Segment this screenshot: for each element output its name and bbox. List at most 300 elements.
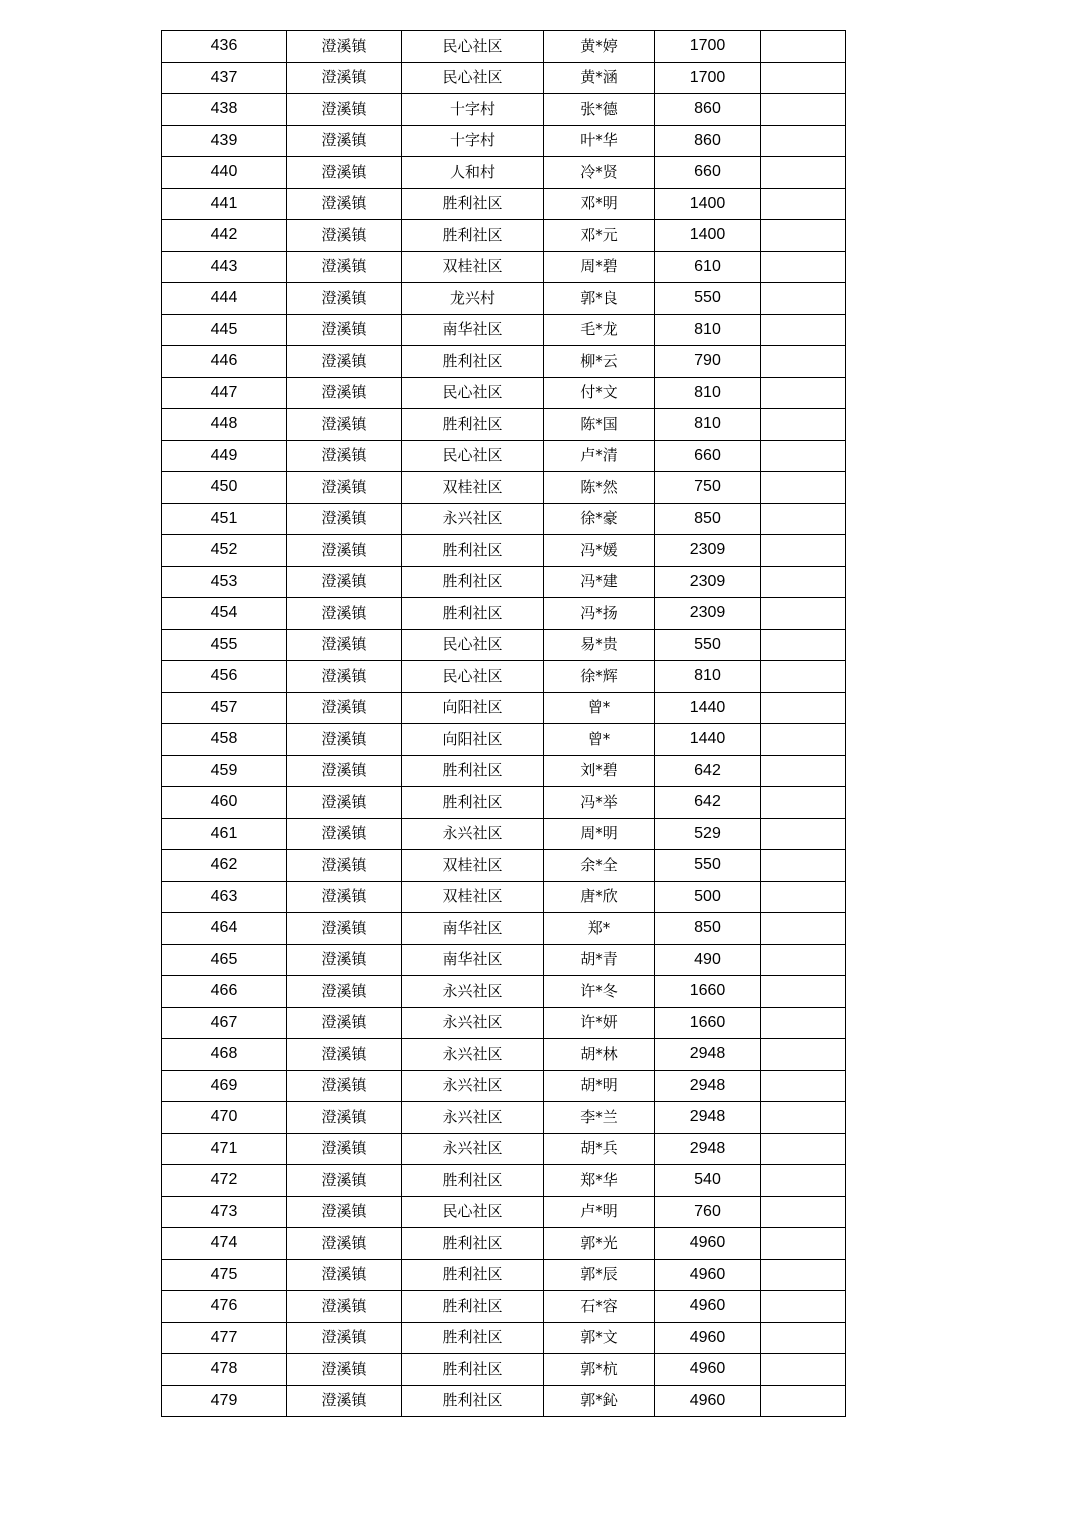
- row-number-cell: 460: [162, 787, 287, 819]
- town-cell: 澄溪镇: [287, 283, 402, 315]
- person-name-cell: 石*容: [544, 1291, 655, 1323]
- row-number-cell: 446: [162, 346, 287, 378]
- note-cell: [761, 1322, 846, 1354]
- table-row: [162, 283, 846, 315]
- amount-cell: 790: [655, 346, 761, 378]
- table-row: [162, 598, 846, 630]
- note-cell: [761, 1259, 846, 1291]
- town-cell: 澄溪镇: [287, 440, 402, 472]
- town-cell: 澄溪镇: [287, 535, 402, 567]
- person-name-cell: 邓*元: [544, 220, 655, 252]
- person-name-cell: 刘*碧: [544, 755, 655, 787]
- note-cell: [761, 787, 846, 819]
- town-cell: 澄溪镇: [287, 1385, 402, 1417]
- table-row: [162, 251, 846, 283]
- community-cell: 永兴社区: [402, 503, 544, 535]
- table-row: [162, 188, 846, 220]
- note-cell: [761, 850, 846, 882]
- row-number-cell: 439: [162, 125, 287, 157]
- person-name-cell: 冯*扬: [544, 598, 655, 630]
- community-cell: 南华社区: [402, 913, 544, 945]
- community-cell: 胜利社区: [402, 755, 544, 787]
- amount-cell: 610: [655, 251, 761, 283]
- person-name-cell: 付*文: [544, 377, 655, 409]
- town-cell: 澄溪镇: [287, 62, 402, 94]
- amount-cell: 2948: [655, 1102, 761, 1134]
- town-cell: 澄溪镇: [287, 598, 402, 630]
- table-row: [162, 881, 846, 913]
- town-cell: 澄溪镇: [287, 1165, 402, 1197]
- amount-cell: 2309: [655, 566, 761, 598]
- community-cell: 胜利社区: [402, 346, 544, 378]
- person-name-cell: 冯*建: [544, 566, 655, 598]
- table-row: [162, 1007, 846, 1039]
- person-name-cell: 易*贵: [544, 629, 655, 661]
- town-cell: 澄溪镇: [287, 1196, 402, 1228]
- table-row: [162, 1354, 846, 1386]
- town-cell: 澄溪镇: [287, 913, 402, 945]
- table-row: [162, 472, 846, 504]
- note-cell: [761, 31, 846, 63]
- person-name-cell: 周*碧: [544, 251, 655, 283]
- community-cell: 胜利社区: [402, 409, 544, 441]
- note-cell: [761, 472, 846, 504]
- amount-cell: 2948: [655, 1039, 761, 1071]
- town-cell: 澄溪镇: [287, 755, 402, 787]
- community-cell: 胜利社区: [402, 1165, 544, 1197]
- note-cell: [761, 503, 846, 535]
- town-cell: 澄溪镇: [287, 346, 402, 378]
- community-cell: 永兴社区: [402, 1039, 544, 1071]
- row-number-cell: 451: [162, 503, 287, 535]
- table-row: [162, 125, 846, 157]
- person-name-cell: 黄*婷: [544, 31, 655, 63]
- person-name-cell: 郭*杭: [544, 1354, 655, 1386]
- community-cell: 胜利社区: [402, 535, 544, 567]
- person-name-cell: 曾*: [544, 724, 655, 756]
- amount-cell: 1700: [655, 62, 761, 94]
- table-row: [162, 1070, 846, 1102]
- amount-cell: 1440: [655, 724, 761, 756]
- amount-cell: 810: [655, 377, 761, 409]
- row-number-cell: 438: [162, 94, 287, 126]
- row-number-cell: 467: [162, 1007, 287, 1039]
- person-name-cell: 郭*辰: [544, 1259, 655, 1291]
- row-number-cell: 472: [162, 1165, 287, 1197]
- community-cell: 民心社区: [402, 31, 544, 63]
- community-cell: 南华社区: [402, 944, 544, 976]
- person-name-cell: 郑*: [544, 913, 655, 945]
- amount-cell: 500: [655, 881, 761, 913]
- community-cell: 永兴社区: [402, 1070, 544, 1102]
- row-number-cell: 454: [162, 598, 287, 630]
- person-name-cell: 冷*贤: [544, 157, 655, 189]
- note-cell: [761, 818, 846, 850]
- note-cell: [761, 125, 846, 157]
- row-number-cell: 470: [162, 1102, 287, 1134]
- community-cell: 永兴社区: [402, 818, 544, 850]
- person-name-cell: 胡*青: [544, 944, 655, 976]
- person-name-cell: 许*妍: [544, 1007, 655, 1039]
- table-row: [162, 314, 846, 346]
- note-cell: [761, 881, 846, 913]
- table-row: [162, 377, 846, 409]
- town-cell: 澄溪镇: [287, 409, 402, 441]
- town-cell: 澄溪镇: [287, 944, 402, 976]
- table-row: [162, 409, 846, 441]
- row-number-cell: 476: [162, 1291, 287, 1323]
- note-cell: [761, 1039, 846, 1071]
- town-cell: 澄溪镇: [287, 787, 402, 819]
- community-cell: 民心社区: [402, 1196, 544, 1228]
- town-cell: 澄溪镇: [287, 724, 402, 756]
- amount-cell: 4960: [655, 1385, 761, 1417]
- person-name-cell: 胡*林: [544, 1039, 655, 1071]
- table-row: [162, 724, 846, 756]
- note-cell: [761, 535, 846, 567]
- row-number-cell: 453: [162, 566, 287, 598]
- table-row: [162, 1228, 846, 1260]
- town-cell: 澄溪镇: [287, 1291, 402, 1323]
- town-cell: 澄溪镇: [287, 1070, 402, 1102]
- note-cell: [761, 692, 846, 724]
- community-cell: 胜利社区: [402, 220, 544, 252]
- table-row: [162, 346, 846, 378]
- table-row: [162, 566, 846, 598]
- community-cell: 南华社区: [402, 314, 544, 346]
- amount-cell: 1440: [655, 692, 761, 724]
- table-row: [162, 440, 846, 472]
- community-cell: 民心社区: [402, 629, 544, 661]
- table-row: [162, 787, 846, 819]
- row-number-cell: 444: [162, 283, 287, 315]
- town-cell: 澄溪镇: [287, 157, 402, 189]
- row-number-cell: 448: [162, 409, 287, 441]
- row-number-cell: 468: [162, 1039, 287, 1071]
- row-number-cell: 478: [162, 1354, 287, 1386]
- row-number-cell: 458: [162, 724, 287, 756]
- note-cell: [761, 314, 846, 346]
- town-cell: 澄溪镇: [287, 692, 402, 724]
- town-cell: 澄溪镇: [287, 1039, 402, 1071]
- note-cell: [761, 944, 846, 976]
- note-cell: [761, 157, 846, 189]
- row-number-cell: 475: [162, 1259, 287, 1291]
- row-number-cell: 457: [162, 692, 287, 724]
- town-cell: 澄溪镇: [287, 629, 402, 661]
- records-table: [161, 30, 846, 1417]
- person-name-cell: 胡*兵: [544, 1133, 655, 1165]
- town-cell: 澄溪镇: [287, 94, 402, 126]
- note-cell: [761, 346, 846, 378]
- town-cell: 澄溪镇: [287, 1228, 402, 1260]
- community-cell: 胜利社区: [402, 188, 544, 220]
- note-cell: [761, 62, 846, 94]
- table-row: [162, 818, 846, 850]
- person-name-cell: 郑*华: [544, 1165, 655, 1197]
- community-cell: 胜利社区: [402, 598, 544, 630]
- note-cell: [761, 94, 846, 126]
- amount-cell: 4960: [655, 1291, 761, 1323]
- person-name-cell: 李*兰: [544, 1102, 655, 1134]
- town-cell: 澄溪镇: [287, 251, 402, 283]
- row-number-cell: 469: [162, 1070, 287, 1102]
- town-cell: 澄溪镇: [287, 1354, 402, 1386]
- person-name-cell: 冯*举: [544, 787, 655, 819]
- row-number-cell: 437: [162, 62, 287, 94]
- table-row: [162, 913, 846, 945]
- row-number-cell: 436: [162, 31, 287, 63]
- person-name-cell: 毛*龙: [544, 314, 655, 346]
- town-cell: 澄溪镇: [287, 1259, 402, 1291]
- amount-cell: 860: [655, 94, 761, 126]
- town-cell: 澄溪镇: [287, 503, 402, 535]
- table-row: [162, 503, 846, 535]
- community-cell: 永兴社区: [402, 976, 544, 1008]
- amount-cell: 810: [655, 409, 761, 441]
- amount-cell: 642: [655, 787, 761, 819]
- row-number-cell: 455: [162, 629, 287, 661]
- community-cell: 民心社区: [402, 661, 544, 693]
- person-name-cell: 邓*明: [544, 188, 655, 220]
- note-cell: [761, 976, 846, 1008]
- row-number-cell: 442: [162, 220, 287, 252]
- town-cell: 澄溪镇: [287, 1133, 402, 1165]
- town-cell: 澄溪镇: [287, 188, 402, 220]
- table-row: [162, 31, 846, 63]
- table-row: [162, 1102, 846, 1134]
- community-cell: 胜利社区: [402, 1228, 544, 1260]
- community-cell: 双桂社区: [402, 881, 544, 913]
- row-number-cell: 447: [162, 377, 287, 409]
- note-cell: [761, 1291, 846, 1323]
- note-cell: [761, 377, 846, 409]
- community-cell: 民心社区: [402, 440, 544, 472]
- amount-cell: 550: [655, 629, 761, 661]
- note-cell: [761, 188, 846, 220]
- amount-cell: 1400: [655, 220, 761, 252]
- person-name-cell: 徐*豪: [544, 503, 655, 535]
- person-name-cell: 许*冬: [544, 976, 655, 1008]
- community-cell: 双桂社区: [402, 251, 544, 283]
- community-cell: 胜利社区: [402, 1259, 544, 1291]
- amount-cell: 810: [655, 661, 761, 693]
- person-name-cell: 柳*云: [544, 346, 655, 378]
- table-row: [162, 1165, 846, 1197]
- person-name-cell: 叶*华: [544, 125, 655, 157]
- note-cell: [761, 566, 846, 598]
- table-row: [162, 1039, 846, 1071]
- row-number-cell: 459: [162, 755, 287, 787]
- community-cell: 胜利社区: [402, 787, 544, 819]
- town-cell: 澄溪镇: [287, 1007, 402, 1039]
- community-cell: 向阳社区: [402, 692, 544, 724]
- community-cell: 十字村: [402, 125, 544, 157]
- row-number-cell: 450: [162, 472, 287, 504]
- note-cell: [761, 409, 846, 441]
- community-cell: 胜利社区: [402, 1385, 544, 1417]
- amount-cell: 760: [655, 1196, 761, 1228]
- row-number-cell: 466: [162, 976, 287, 1008]
- amount-cell: 850: [655, 913, 761, 945]
- note-cell: [761, 1228, 846, 1260]
- town-cell: 澄溪镇: [287, 1322, 402, 1354]
- amount-cell: 2948: [655, 1133, 761, 1165]
- note-cell: [761, 629, 846, 661]
- row-number-cell: 441: [162, 188, 287, 220]
- community-cell: 胜利社区: [402, 566, 544, 598]
- town-cell: 澄溪镇: [287, 125, 402, 157]
- community-cell: 胜利社区: [402, 1354, 544, 1386]
- amount-cell: 2309: [655, 598, 761, 630]
- amount-cell: 2309: [655, 535, 761, 567]
- amount-cell: 860: [655, 125, 761, 157]
- row-number-cell: 443: [162, 251, 287, 283]
- note-cell: [761, 440, 846, 472]
- town-cell: 澄溪镇: [287, 472, 402, 504]
- row-number-cell: 464: [162, 913, 287, 945]
- records-table-body: [162, 31, 846, 1417]
- town-cell: 澄溪镇: [287, 976, 402, 1008]
- note-cell: [761, 220, 846, 252]
- table-row: [162, 1259, 846, 1291]
- person-name-cell: 徐*辉: [544, 661, 655, 693]
- note-cell: [761, 913, 846, 945]
- town-cell: 澄溪镇: [287, 1102, 402, 1134]
- amount-cell: 550: [655, 283, 761, 315]
- note-cell: [761, 661, 846, 693]
- note-cell: [761, 283, 846, 315]
- table-row: [162, 94, 846, 126]
- person-name-cell: 周*明: [544, 818, 655, 850]
- amount-cell: 810: [655, 314, 761, 346]
- table-row: [162, 1385, 846, 1417]
- table-row: [162, 661, 846, 693]
- person-name-cell: 陈*然: [544, 472, 655, 504]
- table-row: [162, 220, 846, 252]
- amount-cell: 850: [655, 503, 761, 535]
- row-number-cell: 445: [162, 314, 287, 346]
- row-number-cell: 462: [162, 850, 287, 882]
- town-cell: 澄溪镇: [287, 850, 402, 882]
- community-cell: 双桂社区: [402, 850, 544, 882]
- amount-cell: 540: [655, 1165, 761, 1197]
- row-number-cell: 461: [162, 818, 287, 850]
- amount-cell: 660: [655, 440, 761, 472]
- amount-cell: 550: [655, 850, 761, 882]
- row-number-cell: 473: [162, 1196, 287, 1228]
- person-name-cell: 郭*光: [544, 1228, 655, 1260]
- community-cell: 永兴社区: [402, 1133, 544, 1165]
- row-number-cell: 440: [162, 157, 287, 189]
- amount-cell: 4960: [655, 1228, 761, 1260]
- row-number-cell: 471: [162, 1133, 287, 1165]
- table-row: [162, 944, 846, 976]
- note-cell: [761, 251, 846, 283]
- table-row: [162, 1291, 846, 1323]
- community-cell: 永兴社区: [402, 1007, 544, 1039]
- person-name-cell: 胡*明: [544, 1070, 655, 1102]
- row-number-cell: 456: [162, 661, 287, 693]
- person-name-cell: 郭*良: [544, 283, 655, 315]
- person-name-cell: 黄*涵: [544, 62, 655, 94]
- community-cell: 胜利社区: [402, 1291, 544, 1323]
- table-row: [162, 976, 846, 1008]
- amount-cell: 1660: [655, 976, 761, 1008]
- town-cell: 澄溪镇: [287, 220, 402, 252]
- table-row: [162, 1133, 846, 1165]
- table-row: [162, 1196, 846, 1228]
- town-cell: 澄溪镇: [287, 314, 402, 346]
- person-name-cell: 曾*: [544, 692, 655, 724]
- table-row: [162, 629, 846, 661]
- town-cell: 澄溪镇: [287, 661, 402, 693]
- note-cell: [761, 755, 846, 787]
- community-cell: 双桂社区: [402, 472, 544, 504]
- community-cell: 十字村: [402, 94, 544, 126]
- community-cell: 向阳社区: [402, 724, 544, 756]
- town-cell: 澄溪镇: [287, 566, 402, 598]
- amount-cell: 2948: [655, 1070, 761, 1102]
- table-row: [162, 535, 846, 567]
- amount-cell: 4960: [655, 1322, 761, 1354]
- note-cell: [761, 1070, 846, 1102]
- row-number-cell: 449: [162, 440, 287, 472]
- amount-cell: 660: [655, 157, 761, 189]
- person-name-cell: 郭*鈊: [544, 1385, 655, 1417]
- person-name-cell: 唐*欣: [544, 881, 655, 913]
- town-cell: 澄溪镇: [287, 881, 402, 913]
- row-number-cell: 452: [162, 535, 287, 567]
- note-cell: [761, 1133, 846, 1165]
- person-name-cell: 冯*媛: [544, 535, 655, 567]
- person-name-cell: 卢*清: [544, 440, 655, 472]
- row-number-cell: 474: [162, 1228, 287, 1260]
- row-number-cell: 465: [162, 944, 287, 976]
- community-cell: 民心社区: [402, 62, 544, 94]
- person-name-cell: 卢*明: [544, 1196, 655, 1228]
- amount-cell: 529: [655, 818, 761, 850]
- table-row: [162, 692, 846, 724]
- table-row: [162, 850, 846, 882]
- amount-cell: 4960: [655, 1259, 761, 1291]
- note-cell: [761, 598, 846, 630]
- note-cell: [761, 1354, 846, 1386]
- table-row: [162, 157, 846, 189]
- note-cell: [761, 1196, 846, 1228]
- table-row: [162, 1322, 846, 1354]
- amount-cell: 4960: [655, 1354, 761, 1386]
- town-cell: 澄溪镇: [287, 377, 402, 409]
- community-cell: 龙兴村: [402, 283, 544, 315]
- community-cell: 民心社区: [402, 377, 544, 409]
- note-cell: [761, 1007, 846, 1039]
- amount-cell: 1700: [655, 31, 761, 63]
- amount-cell: 750: [655, 472, 761, 504]
- community-cell: 永兴社区: [402, 1102, 544, 1134]
- town-cell: 澄溪镇: [287, 31, 402, 63]
- note-cell: [761, 1385, 846, 1417]
- person-name-cell: 陈*国: [544, 409, 655, 441]
- row-number-cell: 477: [162, 1322, 287, 1354]
- note-cell: [761, 724, 846, 756]
- person-name-cell: 张*德: [544, 94, 655, 126]
- row-number-cell: 463: [162, 881, 287, 913]
- town-cell: 澄溪镇: [287, 818, 402, 850]
- note-cell: [761, 1165, 846, 1197]
- person-name-cell: 郭*文: [544, 1322, 655, 1354]
- person-name-cell: 余*全: [544, 850, 655, 882]
